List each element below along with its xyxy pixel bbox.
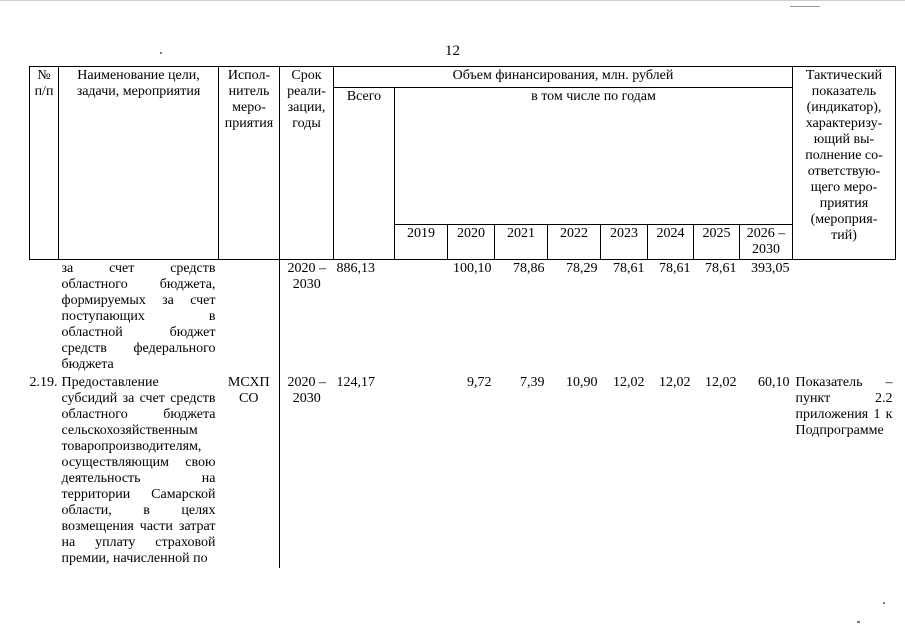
row-executor <box>219 260 280 375</box>
scan-edge-top <box>0 0 905 1</box>
row-indicator <box>793 260 896 375</box>
header-funding: Объем финансирования, млн. рублей <box>334 67 793 88</box>
row-number: 2.19. <box>29 375 58 390</box>
header-total: Всего <box>334 88 395 260</box>
header-indicator: Тактический показатель (индикатор), характеризу- ющий вы- полнение со- ответствую- щего меро- приятия (мероприя- тий) <box>793 67 896 260</box>
row-value-2023: 12,02 <box>613 375 645 390</box>
row-value-2021: 7,39 <box>520 375 545 390</box>
header-row-1 <box>30 67 896 88</box>
row-total: 124,17 <box>336 375 375 390</box>
row-total: 886,13 <box>336 261 375 276</box>
scan-speck <box>857 621 860 623</box>
header-term: Срок реали- зации, годы <box>280 67 334 260</box>
row-term: 2020 – 2030 <box>287 375 326 406</box>
header-year-2025: 2025 <box>694 225 740 260</box>
row-value-2026-2030: 60,10 <box>758 375 790 390</box>
header-by-years: в том числе по годам <box>395 88 793 225</box>
row-value-2021: 78,86 <box>513 261 545 276</box>
header-year-2024: 2024 <box>648 225 694 260</box>
row-value-2022: 10,90 <box>566 375 598 390</box>
row-value-2026-2030: 393,05 <box>751 261 790 276</box>
row-value-2019 <box>395 374 448 568</box>
row-executor: МСХП СО <box>219 374 280 568</box>
row-value-2024: 78,61 <box>659 261 691 276</box>
header-name: Наименование цели, задачи, мероприятия <box>59 67 219 260</box>
scan-speck <box>883 602 885 604</box>
table-row <box>30 260 896 375</box>
row-value-2023: 78,61 <box>613 261 645 276</box>
header-year-2026-2030: 2026 – 2030 <box>740 225 793 260</box>
row-value-2020: 100,10 <box>453 261 492 276</box>
row-value-2020: 9,72 <box>467 375 492 390</box>
row-term: 2020 – 2030 <box>287 261 326 292</box>
header-year-2022: 2022 <box>548 225 601 260</box>
header-year-2021: 2021 <box>495 225 548 260</box>
header-executor: Испол- нитель меро- приятия <box>219 67 280 260</box>
header-year-2019: 2019 <box>395 225 448 260</box>
scan-mark <box>790 6 820 7</box>
table-row <box>30 374 896 568</box>
row-value-2025: 78,61 <box>705 261 737 276</box>
row-name: за счет средств областного бюджета, формируемых за счет поступающих в областной бюджет средств федерального бюджета <box>61 261 216 372</box>
row-value-2022: 78,29 <box>566 261 598 276</box>
row-value-2019 <box>395 260 448 375</box>
scan-speck <box>160 52 162 54</box>
row-name: Предоставление субсидий за счет средств областного бюджета сельскохозяйственным товаропроизводителям, осуществляющим свою деятельность на территории Самарской области, в целях возмещения части затрат на уплату страховой премии, начисленной по <box>61 375 216 566</box>
page-number: 12 <box>445 43 460 59</box>
row-value-2024: 12,02 <box>659 375 691 390</box>
row-value-2025: 12,02 <box>705 375 737 390</box>
row-indicator: Показатель – пункт 2.2 приложения 1 к Подпрограмме <box>795 375 893 438</box>
header-year-2023: 2023 <box>601 225 648 260</box>
header-year-2020: 2020 <box>448 225 495 260</box>
header-num: № п/п <box>30 67 59 260</box>
funding-table <box>29 66 896 568</box>
row-number <box>30 260 59 375</box>
